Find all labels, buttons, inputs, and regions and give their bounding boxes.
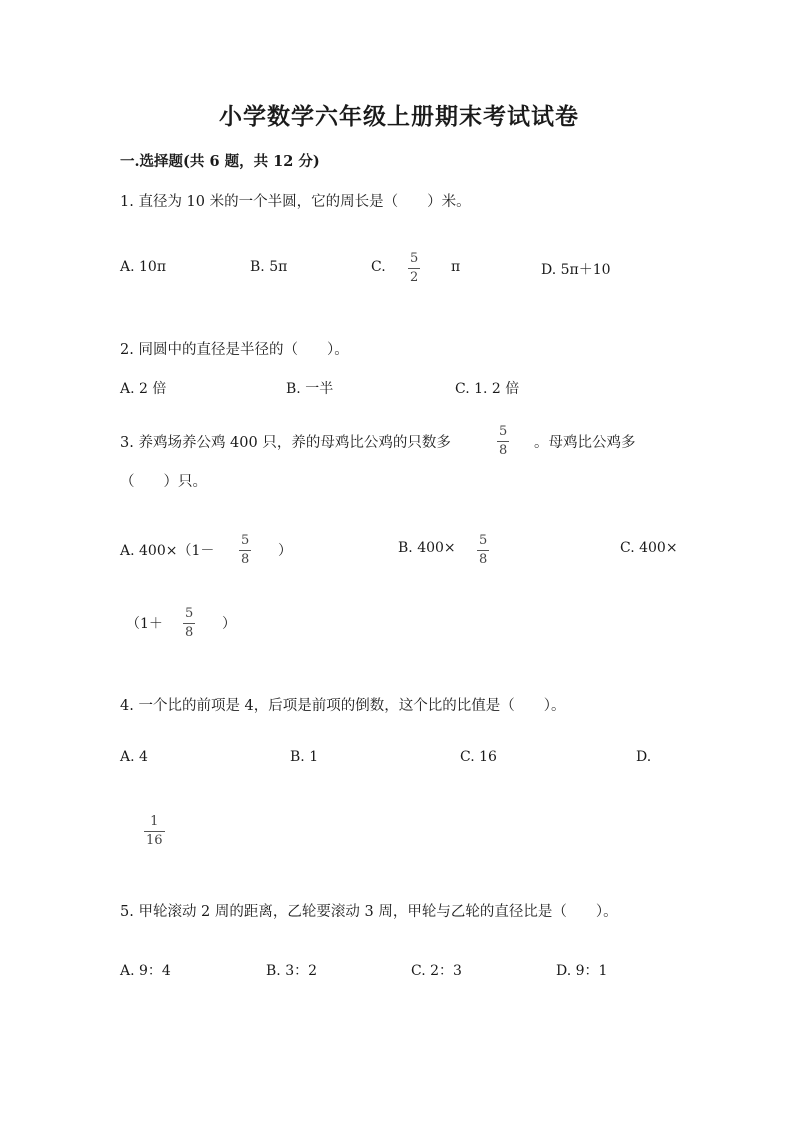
question-3-option-a: A. 400×（1－ — [120, 543, 215, 559]
question-5-option-b: B. 3：2 — [266, 963, 318, 979]
fraction-numerator: 1 — [150, 814, 159, 829]
fraction-denominator: 8 — [185, 625, 194, 640]
question-3-stem-line-2: （ ）只。 — [120, 474, 207, 490]
question-1-option-b: B. 5π — [250, 259, 288, 275]
fraction-numerator: 5 — [185, 606, 194, 621]
question-3-stem-continued: 。母鸡比公鸡多 — [534, 435, 636, 451]
question-3-stem-fraction — [497, 425, 509, 458]
question-2-stem: 2. 同圆中的直径是半径的（ ）。 — [120, 342, 349, 358]
question-2-option-b: B. 一半 — [286, 381, 334, 397]
question-3-stem: 3. 养鸡场养公鸡 400 只，养的母鸡比公鸡的只数多 — [120, 435, 451, 451]
question-5-stem: 5. 甲轮滚动 2 周的距离，乙轮要滚动 3 周，甲轮与乙轮的直径比是（ ）。 — [120, 904, 618, 920]
fraction-denominator: 8 — [499, 443, 508, 458]
question-4-option-b: B. 1 — [290, 749, 319, 765]
fraction-numerator: 5 — [499, 424, 508, 439]
question-3-option-b-fraction — [477, 534, 489, 567]
question-3-option-b: B. 400× — [398, 540, 456, 556]
question-5-option-a: A. 9：4 — [120, 963, 171, 979]
page-title: 小学数学六年级上册期末考试试卷 — [219, 103, 579, 130]
question-4-option-c: C. 16 — [460, 749, 497, 765]
fraction-numerator: 5 — [241, 533, 250, 548]
question-4-option-d: D. — [636, 749, 652, 765]
question-1-option-c-label: C. — [371, 259, 386, 275]
question-3-option-a-close: ） — [278, 543, 292, 559]
question-2-option-a: A. 2 倍 — [120, 381, 167, 397]
question-4-option-d-fraction — [144, 815, 165, 848]
question-5-option-d: D. 9：1 — [556, 963, 608, 979]
question-1-stem: 1. 直径为 10 米的一个半圆，它的周长是（ ）米。 — [120, 194, 471, 210]
question-3-option-a-fraction — [239, 534, 251, 567]
fraction-denominator: 8 — [241, 552, 250, 567]
question-2-option-c: C. 1. 2 倍 — [455, 381, 520, 397]
question-3-option-c-close: ） — [222, 616, 236, 632]
question-1-option-d: D. 5π＋10 — [541, 262, 611, 278]
question-5-option-c: C. 2：3 — [411, 963, 462, 979]
fraction-numerator: 5 — [410, 251, 419, 266]
fraction-denominator: 8 — [479, 552, 488, 567]
question-4-option-a: A. 4 — [120, 749, 148, 765]
fraction-numerator: 5 — [479, 533, 488, 548]
fraction-denominator: 16 — [146, 833, 163, 848]
question-3-option-c-line-2: （1＋ — [126, 616, 163, 632]
fraction-denominator: 2 — [410, 270, 419, 285]
question-3-option-c: C. 400× — [620, 540, 678, 556]
question-1-option-c-pi: π — [451, 259, 461, 275]
question-4-stem: 4. 一个比的前项是 4，后项是前项的倒数，这个比的比值是（ ）。 — [120, 698, 566, 714]
question-1-option-c-fraction — [408, 252, 420, 285]
question-3-option-c-fraction — [183, 607, 195, 640]
section-heading: 一.选择题(共 6 题，共 12 分) — [120, 153, 320, 170]
question-1-option-a: A. 10π — [120, 259, 167, 275]
